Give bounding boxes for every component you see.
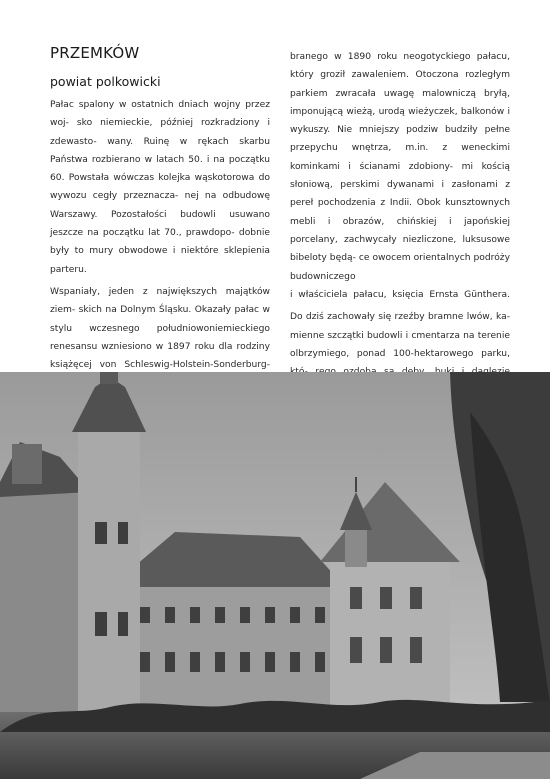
text-line: mniejszy podziw budziły pełne przepychu wnętrza, [290, 125, 510, 154]
text-line: Do dziś zachowały się rzeźby bramne lwów, ka- [290, 312, 510, 323]
text-line: groził zawaleniem. Otoczona rozległym parkiem [290, 70, 510, 99]
text-line: Schleswig-Holstein-Sonderburg- [124, 360, 270, 371]
tower-cap [100, 372, 118, 384]
palace-left-wing [0, 482, 90, 732]
text-line: ce owocem orientalnych podróży budowniczego [290, 253, 510, 282]
spire-tower [345, 527, 367, 567]
palace-photograph [0, 372, 550, 779]
text-line: i właściciela pałacu, księcia Ernsta Günthera. [290, 289, 510, 300]
text-line: wieżą, urodą wieżyczek, balkonów i wykuszy. Nie [290, 106, 510, 136]
text-line: parteru. [50, 264, 87, 275]
text-line: wzniesiono w 1897 roku dla rodziny książęcej von [50, 342, 270, 371]
text-line: m.in. z weneckimi kominkami i ścianami zdobiony- [290, 143, 510, 172]
text-line: nej na odbudowę Warszawy. Pozostałości budowli [50, 191, 271, 220]
text-line: usuwano jeszcze na początku lat 70., prawdopo- [50, 209, 271, 239]
text-line: sko niemieckie, później rozkradziony i zdewasto- [50, 118, 270, 147]
great-tower [78, 427, 140, 732]
page-title: PRZEMKÓW [50, 44, 140, 62]
text-line: skich na Dolnym Śląsku. Okazały pałac w stylu [50, 305, 270, 334]
text-line: Wspaniały, jeden z największych majątków ziem- [50, 287, 270, 316]
text-line: Pałac spalony w ostatnich dniach wojny przez woj- [50, 100, 270, 129]
text-line: zwracała uwagę malowniczą bryłą, imponującą [290, 88, 510, 117]
palace-main-wing [120, 582, 340, 722]
chimney [12, 444, 42, 484]
text-line: wany. Ruinę w rękach skarbu Państwa rozbierano [50, 136, 270, 165]
text-line: mi kością słoniową, perskimi dywanami i zasłonami [290, 161, 511, 191]
text-line: dobnie były to mury obwodowe i niektóre sklepienia [50, 228, 271, 257]
palace-photo-illustration [0, 372, 550, 779]
text-line: mebli i obrazów, chińskiej i japońskiej porcelany, [290, 216, 510, 245]
paragraph-palace-interiors [290, 48, 510, 304]
paragraph-ruin-history [50, 96, 270, 279]
text-line: branego w 1890 roku neogotyckiego pałacu, który [290, 52, 510, 81]
page-subtitle: powiat polkowicki [50, 74, 161, 89]
text-line: mienne szczątki budowli i cmentarza na terenie [290, 330, 510, 341]
text-line: w latach 50. i na początku 60. Powstała wówczas [50, 154, 270, 184]
text-line: olbrzymiego, ponad 100-hektarowego parku, [290, 348, 510, 359]
text-line: zachwycały niezliczone, luksusowe bibeloty będą- [290, 234, 511, 264]
text-line: kolejka wąskotorowa do wywozu cegły przeznacza- [50, 173, 270, 202]
text-line: wczesnego południowoniemieckiego renesansu [50, 323, 270, 353]
text-line: z pereł pochodzenia z Indii. Obok kunsztownych [290, 180, 510, 209]
